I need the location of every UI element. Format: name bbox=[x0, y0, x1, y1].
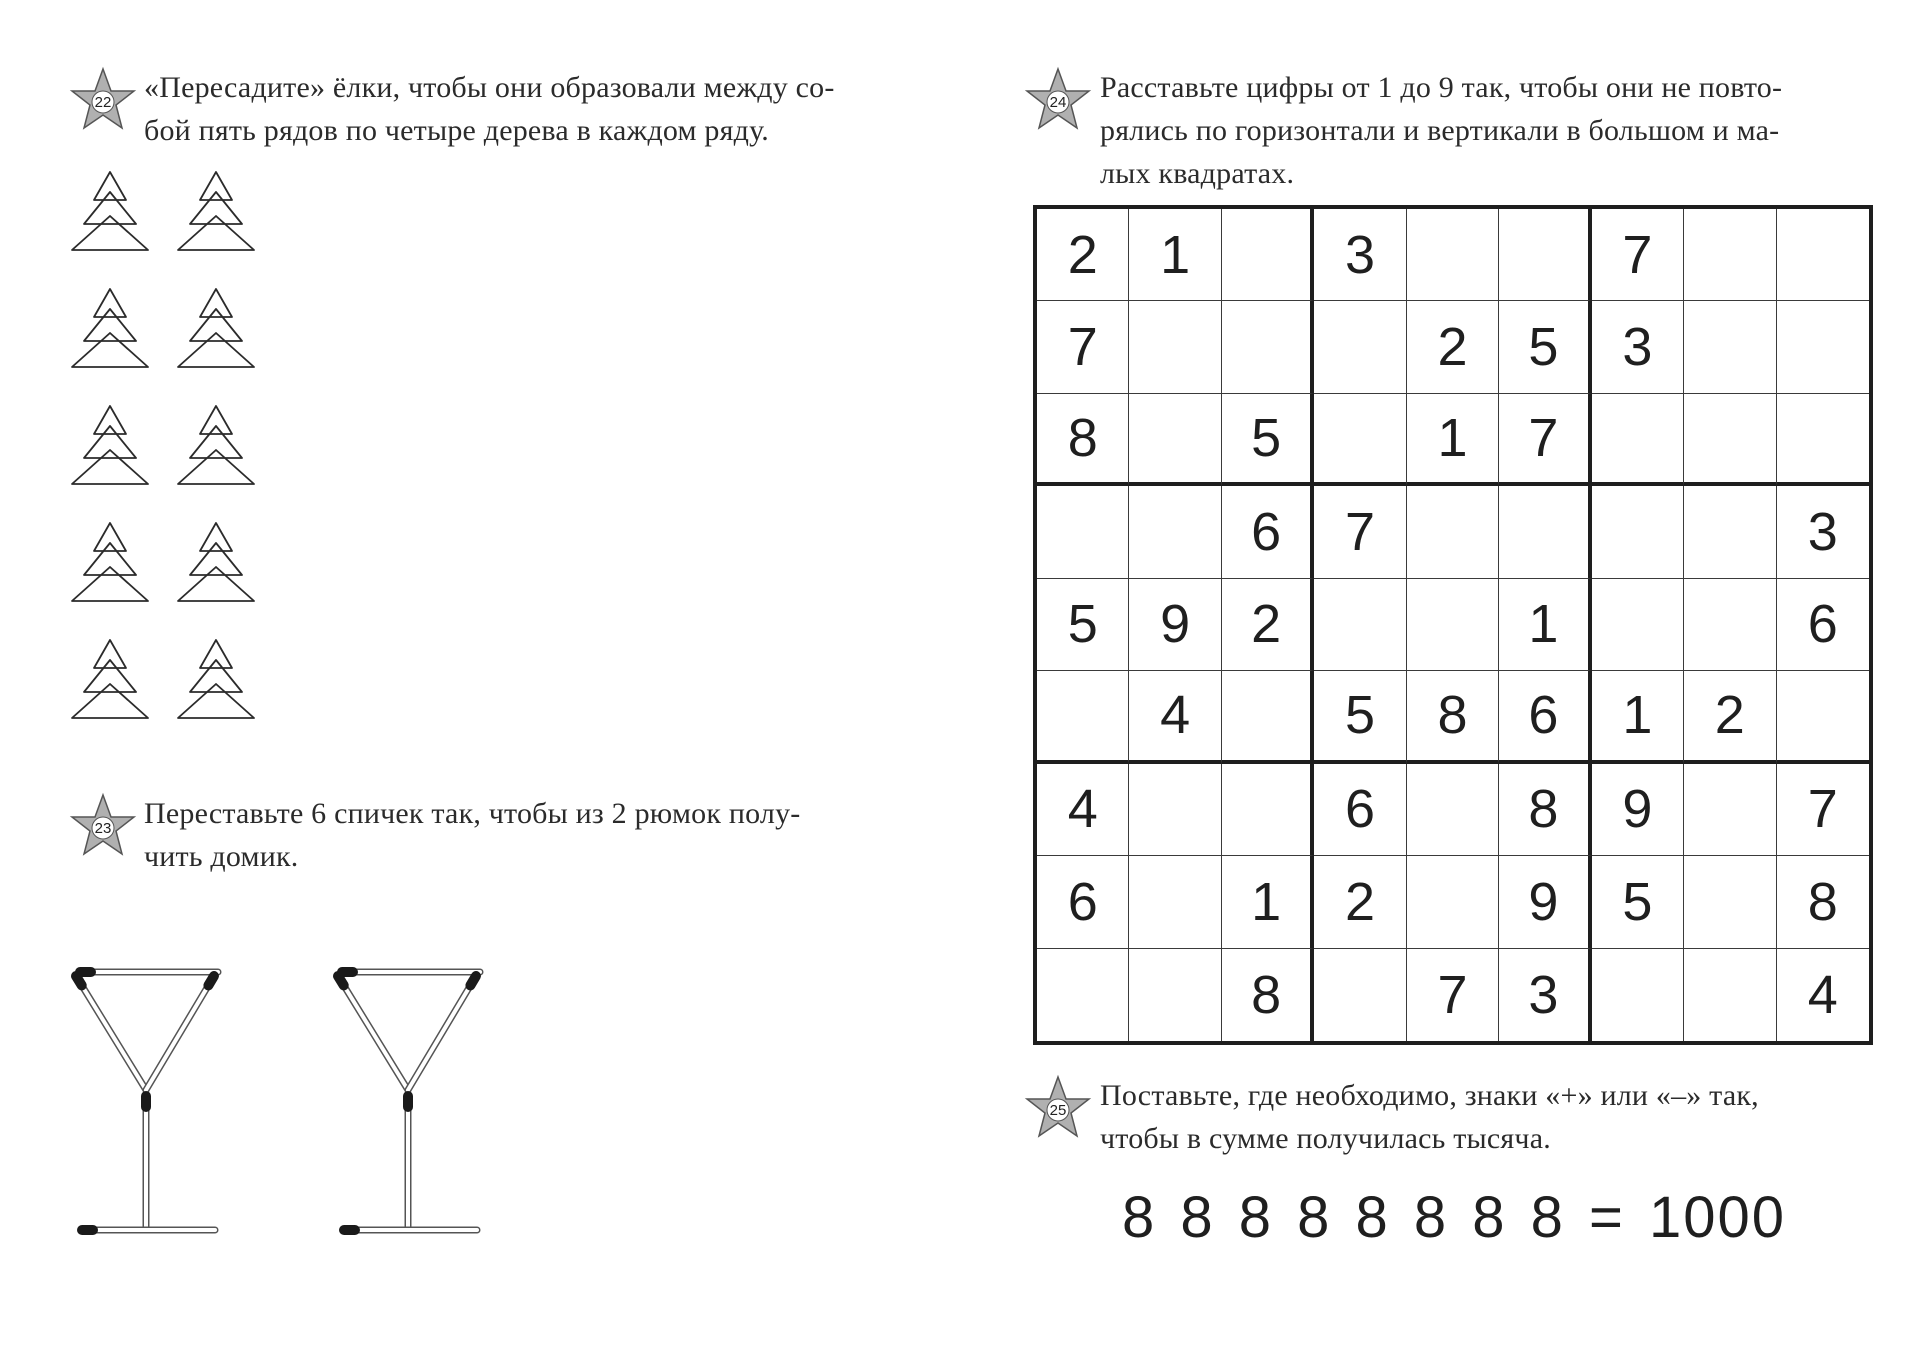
sudoku-given-cell: 5 bbox=[1037, 579, 1129, 671]
tree-field bbox=[70, 170, 270, 730]
sudoku-given-cell: 3 bbox=[1592, 301, 1684, 393]
sudoku-given-cell: 2 bbox=[1037, 209, 1129, 301]
sudoku-given-cell: 2 bbox=[1222, 579, 1314, 671]
sudoku-given-cell: 8 bbox=[1222, 949, 1314, 1041]
matchstick-icon bbox=[146, 976, 214, 1090]
sudoku-empty-cell[interactable] bbox=[1129, 394, 1221, 486]
sudoku-given-cell: 5 bbox=[1499, 301, 1591, 393]
sudoku-empty-cell[interactable] bbox=[1222, 764, 1314, 856]
sudoku-given-cell: 7 bbox=[1407, 949, 1499, 1041]
fir-tree-icon[interactable] bbox=[176, 170, 256, 252]
sudoku-given-cell: 4 bbox=[1807, 964, 1838, 1025]
sudoku-empty-cell[interactable] bbox=[1037, 949, 1129, 1041]
sudoku-given-cell: 7 bbox=[1037, 301, 1129, 393]
sudoku-empty-cell[interactable] bbox=[1129, 486, 1221, 578]
match-glasses bbox=[60, 960, 500, 1240]
instruction-line: бой пять рядов по четыре дерева в каждом ряду. bbox=[144, 114, 769, 147]
sudoku-given-cell: 7 bbox=[1592, 209, 1684, 301]
sudoku-given-cell: 2 bbox=[1684, 671, 1776, 763]
sudoku-given-cell: 8 bbox=[1037, 394, 1129, 486]
instruction-line: Переставьте 6 спичек так, чтобы из 2 рюмок полу- bbox=[144, 797, 801, 830]
equation: 8 8 8 8 8 8 8 8 = 1000 bbox=[1122, 1185, 1786, 1250]
sudoku-grid bbox=[1033, 205, 1873, 1045]
sudoku-empty-cell[interactable] bbox=[1499, 209, 1591, 301]
instruction-line: «Пересадите» ёлки, чтобы они образовали между со- bbox=[144, 71, 835, 104]
sudoku-given-cell: 5 bbox=[1314, 671, 1406, 763]
sudoku-empty-cell[interactable] bbox=[1684, 579, 1776, 671]
sudoku-empty-cell[interactable] bbox=[1129, 949, 1221, 1041]
puzzle-number: 22 bbox=[94, 93, 112, 111]
fir-tree-icon[interactable] bbox=[176, 521, 256, 603]
star-icon bbox=[1024, 66, 1092, 134]
sudoku-empty-cell[interactable] bbox=[1592, 394, 1684, 486]
sudoku-empty-cell[interactable] bbox=[1499, 486, 1591, 578]
sudoku-empty-cell[interactable] bbox=[1222, 209, 1314, 301]
sudoku-given-cell: 6 bbox=[1777, 579, 1869, 671]
sudoku-empty-cell[interactable] bbox=[1592, 949, 1684, 1041]
star-icon bbox=[1024, 1074, 1092, 1142]
puzzle-24-header bbox=[1024, 66, 1884, 206]
puzzle-25-instructions bbox=[1100, 1074, 1873, 1160]
fir-tree-icon[interactable] bbox=[70, 404, 150, 486]
fir-tree-icon[interactable] bbox=[176, 287, 256, 369]
sudoku-given-cell: 1 bbox=[1592, 671, 1684, 763]
sudoku-given-cell: 9 bbox=[1592, 764, 1684, 856]
puzzle-number: 24 bbox=[1049, 93, 1067, 111]
sudoku-empty-cell[interactable] bbox=[1684, 301, 1776, 393]
sudoku-empty-cell[interactable] bbox=[1407, 856, 1499, 948]
puzzle-22-header bbox=[69, 66, 939, 166]
sudoku-given-cell: 6 bbox=[1499, 671, 1591, 763]
star-icon bbox=[69, 66, 137, 134]
puzzle-22-instructions bbox=[144, 66, 939, 152]
sudoku-empty-cell[interactable] bbox=[1407, 764, 1499, 856]
sudoku-empty-cell[interactable] bbox=[1777, 394, 1869, 486]
sudoku-empty-cell[interactable] bbox=[1684, 486, 1776, 578]
sudoku-empty-cell[interactable] bbox=[1684, 209, 1776, 301]
sudoku-empty-cell[interactable] bbox=[1407, 486, 1499, 578]
sudoku-empty-cell[interactable] bbox=[1129, 856, 1221, 948]
matchstick-icon bbox=[76, 976, 146, 1090]
sudoku-empty-cell[interactable] bbox=[1129, 764, 1221, 856]
sudoku-given-cell: 4 bbox=[1037, 764, 1129, 856]
sudoku-given-cell: 4 bbox=[1129, 671, 1221, 763]
sudoku-empty-cell[interactable] bbox=[1314, 394, 1406, 486]
sudoku-given-cell: 7 bbox=[1314, 486, 1406, 578]
sudoku-empty-cell[interactable] bbox=[1407, 579, 1499, 671]
sudoku-given-cell: 7 bbox=[1499, 394, 1591, 486]
sudoku-given-cell: 6 bbox=[1037, 856, 1129, 948]
sudoku-given-cell: 7 bbox=[1777, 764, 1869, 856]
instruction-line: рялись по горизонтали и вертикали в большом и ма- bbox=[1100, 114, 1780, 147]
fir-tree-icon[interactable] bbox=[176, 404, 256, 486]
sudoku-empty-cell[interactable] bbox=[1129, 301, 1221, 393]
sudoku-given-cell: 8 bbox=[1407, 671, 1499, 763]
sudoku-given-cell: 1 bbox=[1407, 394, 1499, 486]
sudoku-empty-cell[interactable] bbox=[1592, 579, 1684, 671]
fir-tree-icon[interactable] bbox=[176, 638, 256, 720]
sudoku-given-cell: 8 bbox=[1777, 856, 1869, 948]
sudoku-empty-cell[interactable] bbox=[1777, 301, 1869, 393]
instruction-line: Расставьте цифры от 1 до 9 так, чтобы они не повто- bbox=[1100, 71, 1783, 104]
sudoku-given-cell: 1 bbox=[1499, 579, 1591, 671]
fir-tree-icon[interactable] bbox=[70, 287, 150, 369]
sudoku-given-cell: 9 bbox=[1129, 579, 1221, 671]
puzzle-25-header bbox=[1024, 1074, 1884, 1174]
star-icon bbox=[69, 792, 137, 860]
sudoku-empty-cell[interactable] bbox=[1592, 486, 1684, 578]
matchstick-icon bbox=[338, 976, 408, 1090]
fir-tree-icon[interactable] bbox=[70, 521, 150, 603]
puzzle-number: 25 bbox=[1049, 1101, 1067, 1119]
sudoku-empty-cell[interactable] bbox=[1777, 209, 1869, 301]
match-glass[interactable] bbox=[322, 960, 492, 1245]
sudoku-empty-cell[interactable] bbox=[1222, 671, 1314, 763]
sudoku-given-cell: 3 bbox=[1314, 209, 1406, 301]
puzzle-23-instructions bbox=[144, 792, 939, 878]
instruction-line: чить домик. bbox=[144, 840, 299, 873]
fir-tree-icon[interactable] bbox=[70, 170, 150, 252]
sudoku-empty-cell[interactable] bbox=[1314, 579, 1406, 671]
sudoku-empty-cell[interactable] bbox=[1222, 301, 1314, 393]
sudoku-empty-cell[interactable] bbox=[1037, 486, 1129, 578]
sudoku-given-cell: 5 bbox=[1222, 394, 1314, 486]
sudoku-empty-cell[interactable] bbox=[1684, 949, 1776, 1041]
sudoku-empty-cell[interactable] bbox=[1684, 856, 1776, 948]
sudoku-given-cell: 6 bbox=[1222, 486, 1314, 578]
sudoku-empty-cell[interactable] bbox=[1407, 209, 1499, 301]
matchstick-icon bbox=[408, 976, 476, 1090]
sudoku-given-cell: 6 bbox=[1314, 764, 1406, 856]
sudoku-empty-cell[interactable] bbox=[1684, 394, 1776, 486]
sudoku-empty-cell[interactable] bbox=[1037, 671, 1129, 763]
sudoku-empty-cell[interactable] bbox=[1684, 764, 1776, 856]
sudoku-given-cell: 3 bbox=[1499, 949, 1591, 1041]
instruction-line: чтобы в сумме получилась тысяча. bbox=[1100, 1122, 1551, 1155]
sudoku-given-cell: 8 bbox=[1499, 764, 1591, 856]
sudoku-empty-cell[interactable] bbox=[1314, 949, 1406, 1041]
sudoku-empty-cell[interactable] bbox=[1314, 301, 1406, 393]
sudoku-given-cell: 9 bbox=[1499, 856, 1591, 948]
puzzle-23-header bbox=[69, 792, 939, 892]
puzzle-number: 23 bbox=[94, 819, 112, 837]
sudoku-given-cell: 2 bbox=[1314, 856, 1406, 948]
instruction-line: лых квадратах. bbox=[1100, 157, 1295, 190]
match-glass[interactable] bbox=[60, 960, 230, 1245]
puzzle-24-instructions bbox=[1100, 66, 1873, 195]
sudoku-given-cell: 5 bbox=[1592, 856, 1684, 948]
sudoku-given-cell: 1 bbox=[1222, 856, 1314, 948]
sudoku-given-cell: 1 bbox=[1129, 209, 1221, 301]
sudoku-empty-cell[interactable] bbox=[1777, 671, 1869, 763]
instruction-line: Поставьте, где необходимо, знаки «+» или «–» так, bbox=[1100, 1079, 1759, 1112]
sudoku-given-cell: 3 bbox=[1777, 486, 1869, 578]
sudoku-given-cell: 2 bbox=[1407, 301, 1499, 393]
fir-tree-icon[interactable] bbox=[70, 638, 150, 720]
